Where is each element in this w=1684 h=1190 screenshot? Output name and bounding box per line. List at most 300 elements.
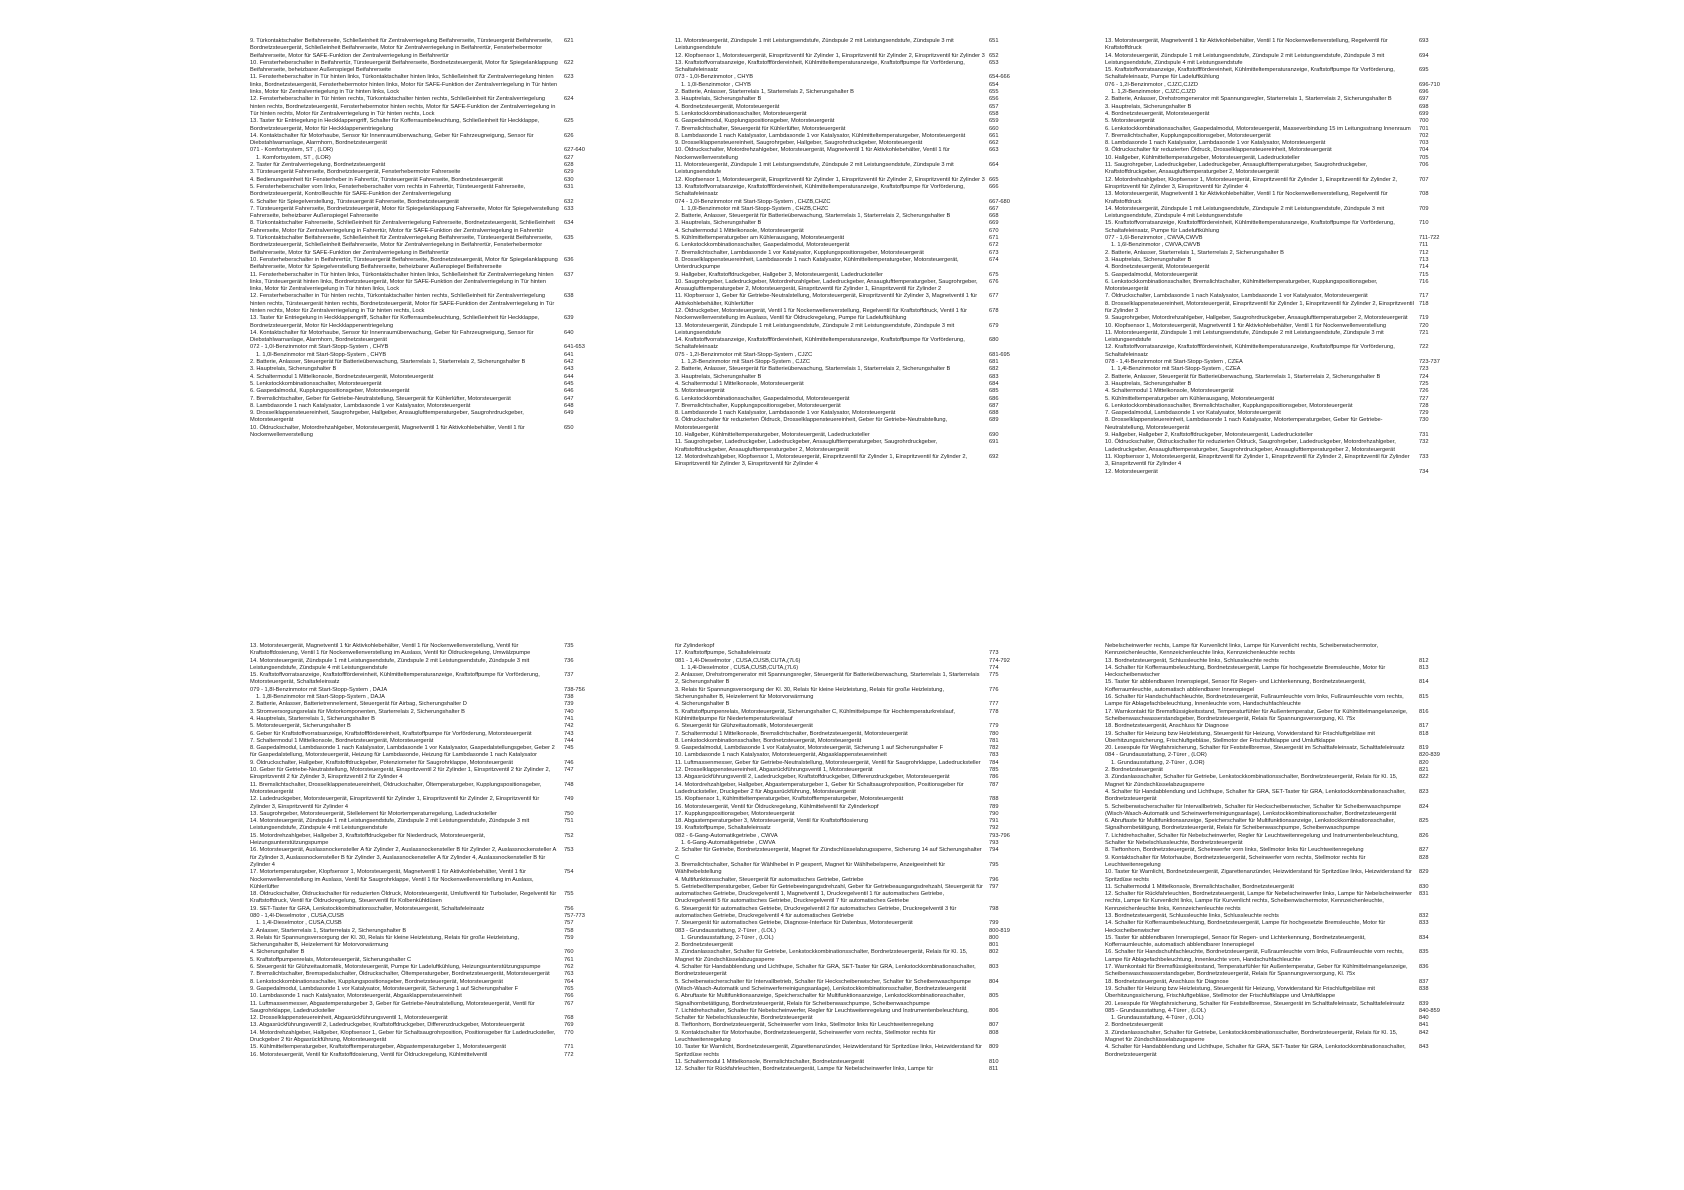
entry-text: 7. Bremslichtschalter, Kupplungspositionsgeber, Motorsteuergerät [675, 402, 841, 409]
index-entry [250, 155, 610, 162]
page-number: 785 [989, 767, 999, 774]
index-entry [675, 133, 1035, 140]
entry-text: 1. 1,2l-Benzinmotor , CJZC,CJZD [1111, 89, 1196, 96]
page-number: 667 [989, 205, 999, 212]
entry-text: 1. 6-Gang-Automatikgetriebe , CWVA [681, 840, 776, 847]
page-number: 641 [564, 351, 574, 358]
entry-text: 4. Schaltermodul 1 Mittelkonsole, Motorsteuergerät [675, 227, 804, 234]
index-entry [675, 89, 1035, 96]
page-number: 818 [1419, 730, 1429, 737]
page-number: 792 [989, 825, 999, 832]
entry-text: 6. Lenkstockkombinationsschalter, Gaspedalmodul, Motorsteuergerät [675, 242, 850, 249]
entry-text: 8. Lambdasonde 1 nach Katalysator, Lambdasonde 1 vor Katalysator, Kühlmitteltemperaturgeber, Motorsteuergerät [675, 132, 966, 139]
page-number: 819 [1419, 745, 1429, 752]
page-number: 733 [1419, 453, 1429, 460]
entry-text: 13. Saugrohrgeber, Motorsteuergerät, Stellelement für Motortemperaturregelung, Ladedrucksteller [250, 810, 497, 817]
entry-text: 7. Bremslichtschalter, Bremspedalschalter, Öldruckschalter, Öltemperaturgeber, Bordnetzsteuergerät, Motorsteuergerät [250, 971, 550, 978]
entry-text: 10. Taster für Warnlicht, Bordnetzsteuergerät, Zigarettenanzünder, Heizwiderstand für Spritzdüse links, Heizwiderstand für Spritzdüse rechts [1105, 869, 1412, 883]
entry-text: 11. Schaltermodul 1 Mittelkonsole, Bremslichtschalter, Bordnetzsteuergerät [675, 1058, 864, 1065]
index-entry [675, 374, 1035, 381]
page-number: 783 [989, 752, 999, 759]
page-number: 714 [1419, 264, 1429, 271]
page-number: 628 [564, 162, 574, 169]
index-entry [675, 323, 1035, 338]
index-entry [675, 672, 1035, 687]
index-column [675, 38, 1035, 469]
page-number: 791 [989, 818, 999, 825]
entry-text: 9. Saugrohrgeber, Motordrehzahlgeber, Hallgeber, Saugrohrdruckgeber, Ansauglufttemperaturgeber 2, Motorsteuergerät [1105, 315, 1408, 322]
entry-text: 3. Hauptrelais, Sicherungshalter B [675, 96, 762, 103]
page-number: 779 [989, 723, 999, 730]
page-number: 796 [989, 876, 999, 883]
page-number [989, 643, 1035, 650]
page-number: 820-839 [1419, 752, 1440, 759]
entry-text: 12. Fensterheberschalter in Tür hinten rechts, Türkontaktschalter hinten rechts, Schließeinheit für Zentralverriegelung hinten rechts, Bordnetzsteuergerät, Fensterhebermotor hinten rechts, Motor für SAFE-Funktion der Zentralverriegelung in Tür hinten rechts, Motor für Zentralverriegelung in Tür hinten rechts, Lock [250, 96, 556, 117]
page-number: 784 [989, 759, 999, 766]
entry-text: 078 - 1,4l-Benzinmotor mit Start-Stopp-System , CZEA [1105, 359, 1243, 366]
page-number: 713 [1419, 256, 1429, 263]
index-entry [675, 687, 1035, 702]
index-entry [1105, 417, 1465, 432]
section-heading-row [675, 658, 1035, 665]
page-number: 709 [1419, 205, 1429, 212]
entry-text: 1. Grundausstattung, 2-Türer , (LOR) [1111, 759, 1205, 766]
page-number: 706 [1419, 162, 1429, 169]
page-number: 774 [989, 664, 999, 671]
page-number: 754 [564, 869, 574, 876]
page-number: 721 [1419, 329, 1429, 336]
index-entry [675, 279, 1035, 294]
section-heading-row [250, 147, 610, 154]
index-entry [675, 432, 1035, 439]
entry-text: 6. Abruftaste für Multifunktionsanzeige, Speicherschalter für Multifunktionsanzeige, Lenkstockkombinationsschalter, Signalhornbetätigung, Bordnetzsteuergerät, Relais für Scheibenwaschpumpe, Scheibenwaschpumpe [1105, 818, 1395, 832]
entry-text: 8. Lambdasonde 1 nach Katalysator, Lambdasonde 1 vor Katalysator, Motorsteuergerät [675, 410, 896, 417]
index-entry [675, 308, 1035, 323]
index-entry [250, 767, 610, 782]
index-entry [250, 60, 610, 75]
entry-text: 15. Taster für abblendbaren Innenspiegel, Sensor für Regen- und Lichterkennung, Bordnetzsteuergerät, Kofferraumleuchte, automatisch abblendbarer Innenspiegel [1105, 679, 1366, 693]
page-number: 652 [989, 52, 999, 59]
index-entry [1105, 935, 1465, 950]
entry-text: 2. Batterie, Anlasser, Steuergerät für Batterieüberwachung, Starterrelais 1, Starterrelais 2, Sicherungshalter B [675, 213, 951, 220]
entry-text: 7. Schaltermodul 1 Mittelkonsole, Bordnetzsteuergerät, Motorsteuergerät [250, 737, 434, 744]
index-entry [1105, 439, 1465, 454]
entry-text: 2. Batterie, Anlasser, Batterietrennelement, Steuergerät für Airbag, Sicherungshalter D [250, 701, 467, 708]
entry-text: 7. Bremslichtschalter, Kupplungspositionsgeber, Motorsteuergerät [1105, 132, 1271, 139]
page-number: 823 [1419, 788, 1429, 795]
page-number: 725 [1419, 380, 1429, 387]
index-entry [675, 949, 1035, 964]
index-entry [675, 242, 1035, 249]
entry-text: 14. Kraftstoffvorratsanzeige, Kraftstofffördereinheit, Kühlmitteltemperaturanzeige, Kraftstoffpumpe für Vorförderung, Schaltafeleinsatz [675, 337, 965, 351]
index-entry [250, 38, 610, 60]
entry-text: 16. Motorsteuergerät, Ventil für Kraftstoffdosierung, Ventil für Öldruckregelung, Kühlmittelventil [250, 1051, 488, 1058]
index-entry [675, 118, 1035, 125]
page-number: 627-640 [564, 147, 585, 154]
entry-text: 10. Öldruckschalter, Motordrehzahlgeber, Motorsteuergerät, Magnetventil 1 für Aktivkohlebehälter, Ventil 1 für Nockenwellenverstellung [250, 424, 525, 439]
page-number: 718 [1419, 300, 1429, 307]
page-number: 673 [989, 249, 999, 256]
index-entry [250, 366, 610, 373]
entry-text: 19. Schalter für Heizung bzw Heizleistung, Steuergerät für Heizung, Vorwiderstand für Frischluftgebläse mit Überhitzungssicherung, Frischluftgebläse, Stellmotor der Frischluftklappe und Umluftklappe [1105, 730, 1375, 744]
page-number: 677 [989, 293, 999, 300]
index-entry [250, 782, 610, 797]
page-number: 737 [564, 672, 574, 679]
entry-text: 13. Motorsteuergerät, Magnetventil 1 für Aktivkohlebehälter, Ventil 1 für Nockenwellenverstellung, Regelventil für Kraftstoffdruck [1105, 191, 1388, 205]
page-number: 647 [564, 395, 574, 402]
index-entry [1105, 658, 1465, 665]
page-number: 840-859 [1419, 1007, 1440, 1014]
page-number: 809 [989, 1044, 999, 1051]
page-number: 635 [564, 235, 574, 242]
page-number: 680 [989, 337, 999, 344]
page-number: 649 [564, 410, 574, 417]
entry-text: 10. Saugrohrgeber, Ladedruckgeber, Motordrehzahlgeber, Ladedruckgeber, Ansauglufttemperaturgeber, Saugrohrgeber, Ansauglufttemperaturgeber 2, Motorsteuergerät, Einspritzventil für Zylinder 1, Einspritzventil für Zylinder 2 [675, 278, 978, 293]
index-entry [675, 825, 1035, 832]
index-entry [675, 723, 1035, 730]
index-entry [250, 760, 610, 767]
index-entry [1105, 381, 1465, 388]
entry-text: 8. Türkontaktschalter Fahrerseite, Schließeinheit für Zentralverriegelung Fahrerseite, Bordnetzsteuergerät, Schließeinheit Fahrerseite, Motor für Zentralverriegelung in Fahrertür, Motor für SAFE-Funktion der Zentralverriegelung in Fahrertür [250, 220, 555, 234]
entry-text: 12. Öldruckgeber, Motorsteuergerät, Ventil 1 für Nockenwellenverstellung, Regelventil für Kraftstoffdruck, Ventil 1 für Nockenwellenverstellung im Auslass, Ventil für Öldruckregelung, Pumpe für Ladeluftkühlung [675, 307, 968, 322]
entry-text: 5. Kraftstoffpumpenrelais, Motorsteuergerät, Sicherungshalter C, Kühlmittelpumpe für Hochtemperaturkreislauf, Kühlmittelpumpe für Niedertemperaturkreislauf [675, 708, 955, 722]
entry-text: 3. Hauptrelais, Sicherungshalter B [1105, 380, 1192, 387]
entry-text: 7. Lichtdrehschalter, Schalter für Nebelscheinwerfer, Regler für Leuchtweitenregelung und Instrumentenbeleuchtung, Schalter für Nebelschlussleuchte, Bordnetzsteuergerät [675, 1007, 969, 1022]
index-entry [250, 74, 610, 96]
entry-text: 14. Motorsteuergerät, Zündspule 1 mit Leistungsendstufe, Zündspule 2 mit Leistungsendstufe, Zündspule 3 mit Leistungsendstufe, Zündspule 4 mit Leistungsendstufe [250, 657, 530, 671]
entry-text: 19. SET-Taster für GRA, Lenkstockkombinationsschalter, Motorsteuergerät, Schaltafeleinsatz [250, 905, 485, 912]
page-number: 727 [1419, 395, 1429, 402]
page-number: 804 [989, 978, 999, 985]
page-number: 723 [1419, 366, 1429, 373]
index-entry [1105, 920, 1465, 935]
page-number: 670 [989, 227, 999, 234]
index-entry [1105, 177, 1465, 192]
page-number: 764 [564, 978, 574, 985]
page-number: 698 [1419, 103, 1429, 110]
entry-text: 2. Bordnetzsteuergerät [1105, 1022, 1163, 1029]
entry-text: 12. Klopfsensor 1, Motorsteuergerät, Einspritzventil für Zylinder 1, Einspritzventil für Zylinder 2, Einspritzventil für Zylinder 3 [675, 176, 985, 183]
page-number: 769 [564, 1022, 574, 1029]
page-number: 633 [564, 205, 574, 212]
index-entry [250, 935, 610, 950]
index-entry [675, 177, 1035, 184]
entry-text: 083 - Grundausstattung, 2-Türer , (LOL) [675, 927, 776, 934]
index-entry [1105, 220, 1465, 235]
index-entry [675, 1030, 1035, 1045]
entry-text: 3. Relais für Spannungsversorgung der Kl. 30, Relais für kleine Heizleistung, Relais für große Heizleistung, Sicherungshalter B, Heizelement für Motorvorwärmung [675, 686, 945, 701]
entry-text: 2. Bordnetzsteuergerät [1105, 767, 1163, 774]
page-number: 748 [564, 781, 574, 788]
page-number: 772 [564, 1051, 574, 1058]
entry-text: 7. Schaltermodul 1 Mittelkonsole, Bremslichtschalter, Bordnetzsteuergerät, Motorsteuergerät [675, 730, 908, 737]
page-number: 686 [989, 395, 999, 402]
entry-text: 15. Taster für abblendbaren Innenspiegel, Sensor für Regen- und Lichterkennung, Bordnetzsteuergerät, Kofferraumleuchte, automatisch abblendbarer Innenspiegel [1105, 934, 1366, 949]
entry-text: 13. Abgasrückführungsventil 2, Ladedruckgeber, Kraftstoffdruckgeber, Differenzdruckgeber, Motorsteuergerät [675, 774, 950, 781]
page-number: 656 [989, 96, 999, 103]
index-entry [1105, 1022, 1465, 1029]
index-entry [250, 1022, 610, 1029]
page-number: 697 [1419, 96, 1429, 103]
entry-text: 14. Schalter für Kofferraumbeleuchtung, Bordnetzsteuergerät, Lampe für hochgesetzte Bremsleuchte, Motor für Heckscheibenwischer [1105, 920, 1386, 934]
page-number: 622 [564, 59, 574, 66]
page-number: 776 [989, 686, 999, 693]
index-entry [250, 388, 610, 395]
entry-text: 12. Ladedruckgeber, Motorsteuergerät, Einspritzventil für Zylinder 1, Einspritzventil für Zylinder 2, Einspritzventil für Zylinder 3, Einspritzventil für Zylinder 4 [250, 796, 540, 810]
page-number: 816 [1419, 708, 1429, 715]
page-number: 710 [1419, 220, 1429, 227]
entry-text: 12. Motordrehzahlgeber, Klopfsensor 1, Motorsteuergerät, Einspritzventil für Zylinder 1, Einspritzventil für Zylinder 2, Einspritzventil für Zylinder 3, Einspritzventil für Zylinder 4 [1105, 176, 1398, 190]
page-number: 676 [989, 278, 999, 285]
index-entry [675, 213, 1035, 220]
index-entry [250, 920, 610, 927]
entry-text: 5. Getriebeöltemperaturgeber, Geber für Getriebeeingangsdrehzahl, Geber für Getriebeausgangsdrehzahl, Steuergerät für automatisches Getriebe, Druckregelventil 1, Magnetventil 1, Druckregelventil 1 für automatisches Getriebe, Druckregelventil 5 für automatisches Getriebe, Druckregelventil 7 für automatisches Getriebe [675, 883, 983, 905]
entry-text: 12. Kraftstoffvorratsanzeige, Kraftstofffördereinheit, Kühlmitteltemperaturanzeige, Kraftstoffpumpe für Vorförderung, Schaltafeleinsatz [1105, 344, 1395, 358]
entry-text: 12. Drosselklappensteuereinheit, Abgasrückführungsventil 1, Motorsteuergerät [250, 1015, 448, 1022]
page-number: 690 [989, 432, 999, 439]
entry-text: 5. Kühlmitteltemperaturgeber am Kühlerausgang, Motorsteuergerät [1105, 395, 1275, 402]
index-entry [250, 672, 610, 687]
index-entry [1105, 891, 1465, 913]
page-number: 768 [564, 1015, 574, 1022]
page-number: 728 [1419, 402, 1429, 409]
page-number: 777 [989, 701, 999, 708]
index-entry [1105, 833, 1465, 848]
page-number: 752 [564, 832, 574, 839]
page-number: 726 [1419, 388, 1429, 395]
page-number: 629 [564, 169, 574, 176]
entry-text: 5. Kühlmitteltemperaturgeber am Kühlerausgang, Motorsteuergerät [675, 235, 845, 242]
index-entry [1105, 264, 1465, 271]
index-entry [675, 942, 1035, 949]
index-entry [675, 877, 1035, 884]
page-number: 835 [1419, 949, 1429, 956]
index-entry [250, 796, 610, 811]
index-entry [250, 643, 610, 658]
page-number: 790 [989, 810, 999, 817]
section-heading-row [675, 199, 1035, 206]
index-entry [675, 257, 1035, 272]
page-number: 636 [564, 256, 574, 263]
entry-text: 9. Drosselklappensteuereinheit, Saugrohrgeber, Hallgeber, Ansauglufttemperaturgeber, Saugrohrdruckgeber, Motorsteuergerät [250, 410, 524, 424]
page-number: 735 [564, 643, 574, 649]
page-number: 657 [989, 103, 999, 110]
entry-text: 3. Zündanlassschalter, Schalter für Getriebe, Lenkstockkombinationsschalter, Bordnetzsteuergerät, Relais für Kl. 15, Magnet für Zündschlüsselabzugssperre [1105, 774, 1398, 788]
page-number: 803 [989, 964, 999, 971]
index-entry [250, 425, 610, 440]
entry-text: 2. Batterie, Anlasser, Starterrelais 1, Starterrelais 2, Sicherungshalter B [675, 89, 854, 96]
entry-text: 18. Abgastemperaturgeber 3, Motorsteuergerät, Ventil für Kraftstoffdosierung [675, 818, 869, 825]
index-entry [250, 272, 610, 294]
index-entry [1105, 665, 1465, 680]
entry-text: 5. Motorsteuergerät [675, 388, 725, 395]
section-heading-row [1105, 359, 1465, 366]
entry-text: 6. Lenkstockkombinationsschalter, Gaspedalmodul, Motorsteuergerät [675, 395, 850, 402]
index-entry [1105, 67, 1465, 82]
entry-text: 1. 1,0l-Benzinmotor , CHYB [681, 81, 751, 88]
page-number: 730 [1419, 417, 1429, 424]
index-entry [1105, 469, 1465, 476]
page-number: 683 [989, 373, 999, 380]
index-entry [1105, 279, 1465, 294]
entry-text: 5. Scheibenwischerschalter für Intervallbetrieb, Schalter für Heckscheibenwischer, Schalter für Scheibenwaschpumpe (Wisch-Wasch-Automatik und Scheinwerferreinigungsanlage), Lenkstockkombinationsschalter, Bordnetzsteuergerät [1105, 803, 1401, 817]
index-entry [675, 82, 1035, 89]
index-entry [250, 891, 610, 906]
index-entry [250, 206, 610, 221]
entry-text: 8. Lenkstockkombinationsschalter, Bordnetzsteuergerät, Motorsteuergerät [675, 737, 862, 744]
page-number: 840 [1419, 1015, 1429, 1022]
index-entry [250, 979, 610, 986]
entry-text: 1. 1,4l-Dieselmotor , CUSA,CUSB [256, 920, 342, 927]
page-number: 693 [1419, 38, 1429, 44]
index-entry [675, 1059, 1035, 1066]
page-number: 689 [989, 417, 999, 424]
page-number: 704 [1419, 147, 1429, 154]
page-number: 639 [564, 315, 574, 322]
index-entry [1105, 410, 1465, 417]
page-number: 807 [989, 1022, 999, 1029]
index-entry [675, 862, 1035, 877]
index-entry [250, 957, 610, 964]
entry-text: 16. Motorsteuergerät, Auslassnockensteller A für Zylinder 2, Auslassnockensteller B für Zylinder 2, Auslassnockensteller A für Zylinder 3, Auslassnockensteller B für Zylinder 3, Auslassnockensteller A für Zylinder 4, Auslassnockensteller B für Zylinder 4 [250, 847, 557, 868]
page-number: 808 [989, 1029, 999, 1036]
page-number: 741 [564, 715, 574, 722]
entry-text: 1. 1,0l-Benzinmotor mit Start-Stopp-System , CHZB,CHZC [681, 205, 829, 212]
entry-text: 11. Luftmassenmesser, Abgastemperaturgeber 3, Geber für Getriebe-Neutralstellung, Motorsteuergerät, Ventil für Saugrohrklappe, Ladedrucksteller [250, 1000, 535, 1014]
index-entry [250, 381, 610, 388]
index-entry [675, 417, 1035, 432]
page-number [1419, 643, 1465, 658]
page-number: 701 [1419, 125, 1429, 132]
page-number: 770 [564, 1029, 574, 1036]
entry-text: 4. Schalter für Handabblendung und Lichthupe, Schalter für GRA, SET-Taster für GRA, Lenkstockkombinationsschalter, Bordnetzsteuergerät [675, 964, 976, 978]
entry-text: 084 - Grundausstattung, 2-Türer , (LOR) [1105, 752, 1207, 759]
page-number: 810 [989, 1058, 999, 1065]
index-entry [1105, 162, 1465, 177]
index-entry [675, 1008, 1035, 1023]
index-entry [250, 658, 610, 673]
entry-text: 16. Schalter für Handschuhfachleuchte, Bordnetzsteuergerät, Fußraumleuchte vorn links, Fußraumleuchte vorn rechts, Lampe für Ablagefachbeleuchtung, Innenleuchte vorn, Handschuhfachleuchte [1105, 694, 1404, 708]
index-entry [250, 906, 610, 913]
page-number: 637 [564, 271, 574, 278]
page-number: 643 [564, 366, 574, 373]
index-entry [675, 920, 1035, 927]
entry-text: 20. Lesespule für Wegfahrsicherung, Schalter für Feststellbremse, Steuergerät im Schalttafeleinsatz, Schalttafeleinsatz [1105, 1000, 1405, 1007]
index-entry [1105, 855, 1465, 870]
page-number: 665 [989, 176, 999, 183]
entry-text: 12. Motordrehzahlgeber, Klopfsensor 1, Motorsteuergerät, Einspritzventil für Zylinder 1, Einspritzventil für Zylinder 2, Einspritzventil für Zylinder 3, Einspritzventil für Zylinder 4 [675, 453, 968, 468]
entry-text: 9. Öldruckschalter für reduzierten Öldruck, Drosselklappensteuereinheit, Motorsteuergerät [1105, 147, 1332, 154]
page-number: 750 [564, 810, 574, 817]
page-number: 638 [564, 293, 574, 300]
page-number: 833 [1419, 920, 1429, 927]
section-heading-row [1105, 752, 1465, 759]
page-number: 778 [989, 708, 999, 715]
entry-text: 14. Motordrehzahlgeber, Hallgeber, Klopfsensor 1, Geber für Schaltsaugrohrposition, Positionsgeber für Ladedrucksteller, Druckgeber 2 für Abgasrückführung, Motorsteuergerät [250, 1029, 556, 1044]
index-entry [675, 60, 1035, 75]
section-heading-row [675, 74, 1035, 81]
entry-text: 1. Grundausstattung, 4-Türer , (LOL) [1111, 1015, 1204, 1022]
page-number: 753 [564, 847, 574, 854]
entry-text: 19. Kraftstoffpumpe, Schaltafeleinsatz [675, 825, 771, 832]
page-number: 837 [1419, 978, 1429, 985]
index-entry [675, 650, 1035, 657]
page-number: 660 [989, 125, 999, 132]
index-entry [675, 935, 1035, 942]
entry-text: 076 - 1,2l-Benzinmotor , CJZC,CJZD [1105, 81, 1198, 88]
page-number: 679 [989, 322, 999, 329]
index-entry [1105, 38, 1465, 53]
page-number: 800 [989, 934, 999, 941]
index-entry [1105, 789, 1465, 804]
entry-text: 19. Schalter für Heizung bzw Heizleistung, Steuergerät für Heizung, Vorwiderstand für Frischluftgebläse mit Überhitzungssicherung, Frischluftgebläse, Stellmotor der Frischluftklappe und Umluftklappe [1105, 985, 1375, 1000]
index-entry [250, 928, 610, 935]
index-entry [250, 833, 610, 848]
page-number: 760 [564, 949, 574, 956]
index-entry [675, 906, 1035, 921]
entry-text: 6. Lenkstockkombinationsschalter, Bremslichtschalter, Kupplungspositionsgeber, Motorsteuergerät [1105, 402, 1353, 409]
page-number: 827 [1419, 847, 1429, 854]
entry-text: 3. Hauptrelais, Sicherungshalter B [1105, 103, 1192, 110]
entry-text: 10. Fensterheberschalter in Beifahrertür, Türsteuergerät Beifahrerseite, Bordnetzsteuergerät, Motor für Spiegelanklappung Beifahrerseite, Motor für Spiegelverstellung Beifahrerseite, beheizbarer Außenspiegel Beifahrerseite [250, 256, 558, 271]
entry-text: 1. 1,0l-Benzinmotor mit Start-Stopp-System , CHYB [256, 351, 387, 358]
index-entry [675, 731, 1035, 738]
page-number: 834 [1419, 934, 1429, 941]
index-entry [1105, 104, 1465, 111]
index-entry [1105, 301, 1465, 316]
entry-text: 079 - 1,8l-Benzinmotor mit Start-Stopp-System , DAJA [250, 686, 388, 693]
index-entry [675, 964, 1035, 979]
page-number: 711-722 [1419, 235, 1440, 242]
page-number: 765 [564, 985, 574, 992]
entry-text: 3. Stromversorgungsrelais für Motorkomponenten, Starterrelais 2, Sicherungshalter B [250, 708, 465, 715]
index-entry [1105, 454, 1465, 469]
entry-text: 2. Anlasser, Starterrelais 1, Starterrelais 2, Sicherungshalter B [250, 927, 407, 934]
index-entry [1105, 133, 1465, 140]
page-number: 766 [564, 993, 574, 1000]
index-entry [250, 1044, 610, 1051]
index-entry [250, 745, 610, 760]
entry-text: 17. Motortemperaturgeber, Klopfsensor 1, Motorsteuergerät, Magnetventil 1 für Aktivkohlebehälter, Ventil 1 für Nockenwellenverstellung im Auslass, Ventil für Saugrohrklappe, Ventil 1 für Nockenwellenverstellung im Auslass, Kühlerlüfter [250, 869, 534, 890]
entry-text: 075 - 1,2l-Benzinmotor mit Start-Stopp-System , CJZC [675, 351, 813, 358]
index-entry [1105, 774, 1465, 789]
entry-text: Nebelscheinwerfer rechts, Lampe für Kurvenlicht links, Lampe für Kurvenlicht rechts, Scheibenwischermotor, Kennzeichenleuchte, Kennzeichenleuchte links, Kennzeichenleuchte rechts [1105, 643, 1379, 657]
page-number: 738 [564, 694, 574, 701]
entry-text: 1. 1,8l-Benzinmotor mit Start-Stopp-System , DAJA [256, 694, 385, 701]
entry-text: 13. Kraftstoffvorratsanzeige, Kraftstofffördereinheit, Kühlmitteltemperaturanzeige, Kraftstoffpumpe für Vorförderung, Schaltafeleinsatz [675, 59, 965, 74]
page-number: 672 [989, 242, 999, 249]
entry-text: 2. Bordnetzsteuergerät [675, 942, 733, 949]
page-number: 627 [564, 154, 574, 161]
entry-text: 16. Motorsteuergerät, Ventil für Öldruckregelung, Kühlmittelventil für Zylinderkopf [675, 803, 879, 810]
entry-text: 14. Schalter für Kofferraumbeleuchtung, Bordnetzsteuergerät, Lampe für hochgesetzte Bremsleuchte, Motor für Heckscheibenwischer [1105, 664, 1386, 679]
index-entry [250, 352, 610, 359]
page-number: 800-819 [989, 927, 1010, 934]
entry-text: 9. Öldruckschalter für reduzierten Öldruck, Drosselklappensteuereinheit, Geber für Getriebe-Neutralstellung, Motorsteuergerät [675, 417, 948, 431]
index-entry [675, 884, 1035, 906]
entry-text: 4. Hauptrelais, Starterrelais 1, Sicherungshalter B [250, 715, 375, 722]
entry-text: 1. 1,6l-Benzinmotor , CWVA,CWVB [1111, 242, 1201, 249]
index-column [250, 38, 610, 439]
index-entry [250, 993, 610, 1000]
entry-text: 13. Bordnetzsteuergerät, Schlussleuchte links, Schlussleuchte rechts [1105, 657, 1279, 664]
entry-text: 11. Schaltermodul 1 Mittelkonsole, Bremslichtschalter, Bordnetzsteuergerät [1105, 883, 1294, 890]
entry-text: 13. Bordnetzsteuergerät, Schlussleuchte links, Schlussleuchte rechts [1105, 912, 1279, 919]
index-entry [1105, 293, 1465, 300]
section-heading-row [250, 687, 610, 694]
index-entry [250, 359, 610, 366]
index-entry [250, 949, 610, 956]
